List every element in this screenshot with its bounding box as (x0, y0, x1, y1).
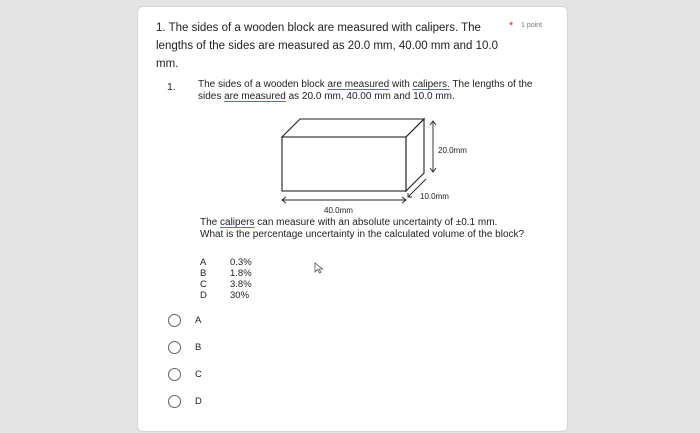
radio-button[interactable] (168, 341, 181, 354)
question-card (137, 6, 568, 432)
points-label: 1 point (521, 22, 543, 29)
question-title: 1. The sides of a wooden block are measured with calipers. The lengths of the sides are measured as 20.0 mm, 40.00 mm and 10.0 mm. (156, 22, 498, 70)
embedded-option-letter: A (200, 257, 207, 268)
stmt-underlined-2: calipers. (412, 79, 450, 90)
height-label: 20.0mm (438, 146, 467, 155)
q-text-2: can measure with an absolute uncertainty of ±0.1 mm. (254, 217, 498, 228)
q-underlined: calipers (220, 217, 255, 228)
required-marker: * (509, 20, 514, 32)
stmt-text-1: The sides of a wooden block (198, 79, 328, 90)
stmt-text-4: as 20.0 mm, 40.00 mm and 10.0 mm. (285, 91, 455, 102)
radio-button[interactable] (168, 395, 181, 408)
embedded-number: 1. (167, 81, 176, 93)
embedded-question (200, 217, 560, 241)
choice-a[interactable] (168, 314, 201, 327)
choice-label: B (195, 342, 202, 353)
embedded-option (200, 279, 252, 290)
embedded-question-line-1 (200, 217, 560, 229)
block-top-face (282, 119, 424, 137)
choice-label: D (195, 396, 202, 407)
embedded-option-letter: B (200, 268, 207, 279)
choice-c[interactable] (168, 368, 202, 381)
embedded-statement (198, 79, 543, 103)
embedded-option (200, 268, 252, 279)
q-text-1: The (200, 217, 221, 228)
embedded-option-value: 1.8% (230, 268, 252, 279)
stmt-underlined-1: are measured (327, 79, 390, 90)
choice-label: A (195, 315, 202, 326)
embedded-option (200, 257, 252, 268)
block-front-face (282, 137, 406, 191)
radio-button[interactable] (168, 368, 181, 381)
stmt-text-3: The lengths of the sides (198, 79, 533, 102)
embedded-option-value: 3.8% (230, 279, 252, 290)
stmt-underlined-3: are measured (224, 91, 286, 102)
block-diagram (278, 115, 468, 215)
embedded-option-letter: C (200, 279, 207, 290)
embedded-option-value: 0.3% (230, 257, 252, 268)
radio-button[interactable] (168, 314, 181, 327)
mouse-cursor-icon (314, 262, 324, 274)
embedded-question-line-2: What is the percentage uncertainty in the calculated volume of the block? (200, 229, 525, 240)
choice-d[interactable] (168, 395, 202, 408)
question-image (138, 7, 567, 307)
choice-label: C (195, 369, 202, 380)
embedded-options (200, 257, 252, 301)
length-label: 40.0mm (324, 206, 353, 215)
embedded-option (200, 290, 252, 301)
block-side-face (406, 119, 424, 191)
stmt-text-2: with (389, 79, 413, 90)
choice-b[interactable] (168, 341, 201, 354)
embedded-option-letter: D (200, 290, 207, 301)
embedded-option-value: 30% (230, 290, 250, 301)
depth-label: 10.0mm (420, 192, 449, 201)
